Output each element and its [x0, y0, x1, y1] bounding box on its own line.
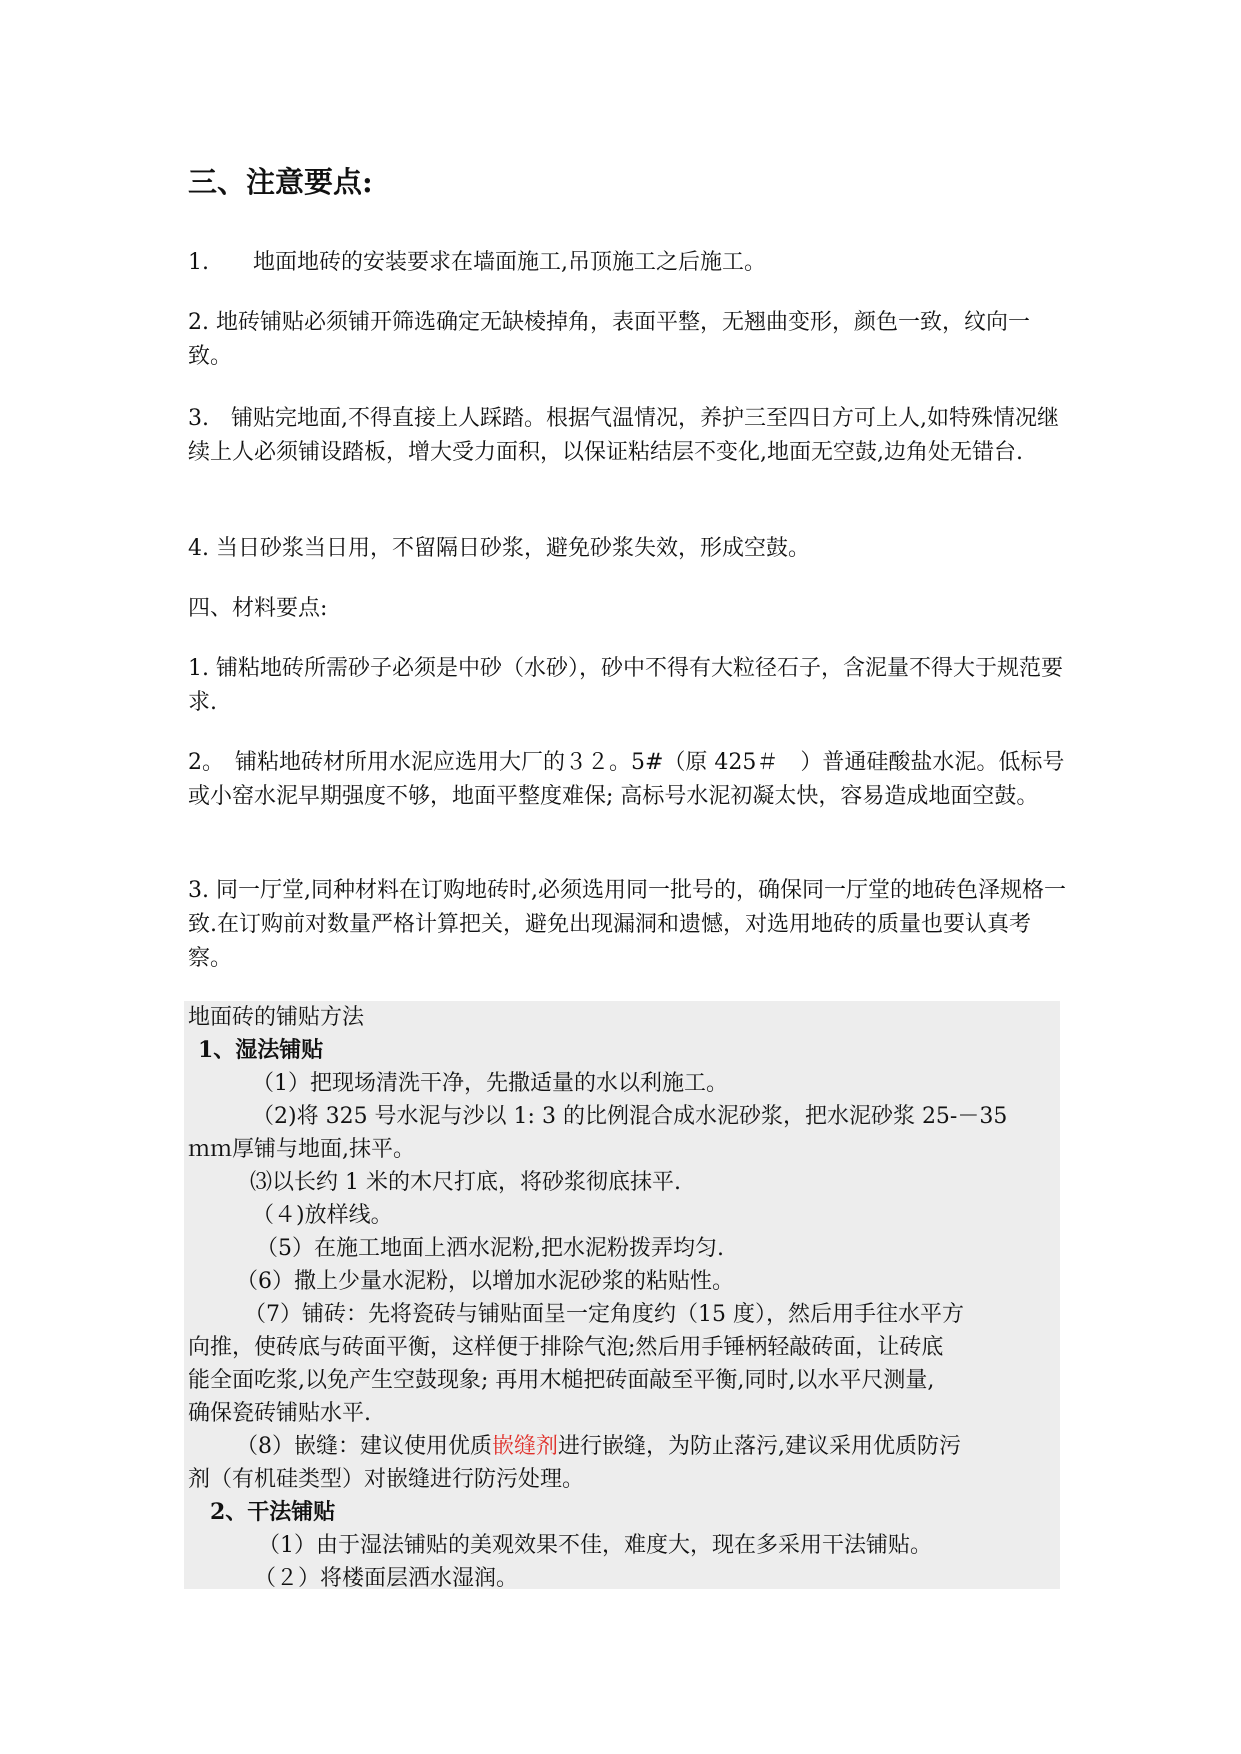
section4-item-2: 2。 铺粘地砖材所用水泥应选用大厂的３２。5#（原 425＃ ）普通硅酸盐水泥。低标号或小窑水泥早期强度不够，地面平整度难保; 高标号水泥初凝太快，容易造成地面空鼓。	[188, 750, 1065, 809]
section3-item-1: 1. 地面地砖的安装要求在墙面施工,吊顶施工之后施工。	[188, 250, 766, 275]
wet-step-1: （1）把现场清洗干净，先撒适量的水以利施工。	[252, 1071, 728, 1096]
wet-step-7c: 能全面吃浆,以免产生空鼓现象; 再用木槌把砖面敲至平衡,同时,以水平尺测量,	[188, 1368, 935, 1393]
wet-step-2b: ｍｍ厚铺与地面,抹平。	[188, 1137, 415, 1162]
wet-step-8a-pre: （8）嵌缝：建议使用优质	[236, 1434, 492, 1459]
wet-step-8a-post: 进行嵌缝，为防止落污,建议采用优质防污	[558, 1434, 962, 1459]
method-title: 地面砖的铺贴方法	[188, 1005, 365, 1030]
wet-step-4: （４)放样线。	[252, 1203, 393, 1228]
wet-step-2a: （2)将 325 号水泥与沙以 1: 3 的比例混合成水泥砂浆，把水泥砂浆 25-－35	[252, 1104, 1008, 1129]
dry-method-heading: 2、干法铺贴	[210, 1499, 336, 1525]
section4-title: 四、材料要点:	[188, 596, 328, 621]
grout-agent-link-text: 嵌缝剂	[492, 1434, 559, 1459]
wet-step-3: ⑶以长约 1 米的木尺打底，将砂浆彻底抹平.	[250, 1170, 681, 1195]
section3-item-3: 3. 铺贴完地面,不得直接上人踩踏。根据气温情况，养护三至四日方可上人,如特殊情况继续上人必须铺设踏板，增大受力面积，以保证粘结层不变化,地面无空鼓,边角处无错台.	[188, 406, 1059, 465]
wet-step-5: （5）在施工地面上洒水泥粉,把水泥粉拨弄均匀.	[256, 1236, 724, 1261]
wet-step-8a	[236, 1430, 961, 1463]
wet-step-6: （6）撒上少量水泥粉，以增加水泥砂浆的粘贴性。	[236, 1269, 734, 1294]
section4-item-3: 3. 同一厅堂,同种材料在订购地砖时,必须选用同一批号的，确保同一厅堂的地砖色泽规格一致.在订购前对数量严格计算把关，避免出现漏洞和遗憾，对选用地砖的质量也要认真考察。	[188, 878, 1066, 971]
section3-item-2: 2. 地砖铺贴必须铺开筛选确定无缺棱掉角，表面平整，无翘曲变形，颜色一致，纹向一致。	[188, 310, 1030, 369]
page-title: 三、注意要点:	[188, 165, 373, 199]
wet-method-heading: 1、湿法铺贴	[198, 1037, 324, 1063]
section4-item-1: 1. 铺粘地砖所需砂子必须是中砂（水砂），砂中不得有大粒径石子，含泥量不得大于规范要求.	[188, 656, 1063, 715]
wet-step-7b: 向推，使砖底与砖面平衡，这样便于排除气泡;然后用手锤柄轻敲砖面，让砖底	[188, 1335, 944, 1360]
wet-step-8b: 剂（有机硅类型）对嵌缝进行防污处理。	[188, 1467, 585, 1492]
section3-item-4: 4. 当日砂浆当日用，不留隔日砂浆，避免砂浆失效，形成空鼓。	[188, 536, 810, 561]
wet-step-7d: 确保瓷砖铺贴水平.	[188, 1401, 371, 1426]
dry-step-1: （1）由于湿法铺贴的美观效果不佳，难度大，现在多采用干法铺贴。	[258, 1533, 932, 1558]
wet-step-7a: （7）铺砖：先将瓷砖与铺贴面呈一定角度约（15 度），然后用手往水平方	[244, 1302, 964, 1327]
dry-step-2: （２）将楼面层洒水湿润。	[254, 1566, 519, 1591]
